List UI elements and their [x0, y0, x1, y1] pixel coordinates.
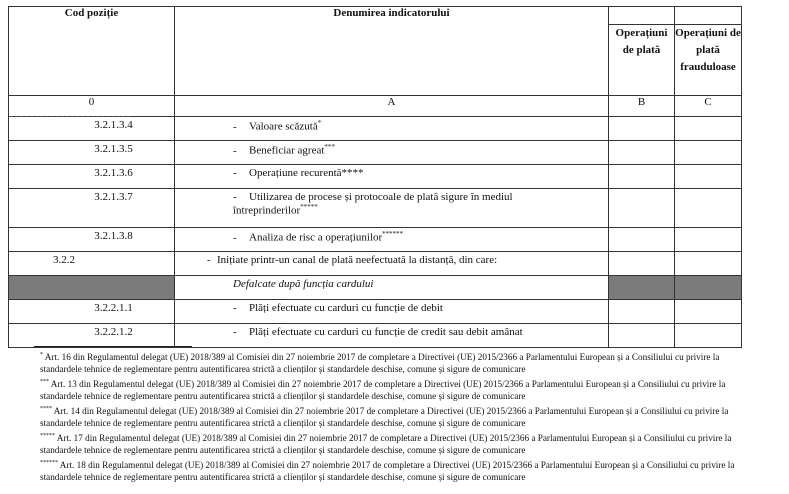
row-code: 3.2.2.1.1 — [9, 300, 175, 324]
letter-a: A — [175, 96, 609, 117]
row-dash: - — [233, 302, 237, 314]
row-label — [175, 300, 609, 324]
footnote — [40, 349, 760, 376]
cell-b[interactable] — [609, 252, 675, 276]
header-fraud-ops — [675, 25, 742, 96]
row-dash: - — [233, 144, 237, 157]
header-fraud-ops-text: Operațiuni de plată frauduloase — [675, 27, 741, 73]
cell-b[interactable] — [609, 300, 675, 324]
cell-c[interactable] — [675, 165, 742, 189]
footnote — [40, 457, 760, 484]
footnote-mark: * — [40, 352, 43, 358]
column-letters-row — [9, 96, 742, 117]
row-dash: - — [233, 120, 237, 133]
header-payment-ops-text: Operațiuni de plată — [615, 27, 668, 56]
row-code: 3.2.2 — [9, 252, 175, 276]
cell-b-shaded — [609, 276, 675, 300]
footnote-text: Art. 16 din Regulamentul delegat (UE) 2018/389 al Comisiei din 27 noiembrie 2017 de completare a Directivei (UE) 2015/2366 a Parlamentului European și a Consiliului cu privire la standardele tehnice de reglementare pentru autentificarea strictă a clienților și standardele deschise, comune și sigure de comunicare — [40, 352, 720, 375]
row-code: 3.2.1.3.7 — [9, 189, 175, 228]
footnote-separator — [34, 346, 192, 347]
row-label — [175, 165, 609, 189]
row-dash: - — [233, 231, 237, 244]
letter-b: B — [609, 96, 675, 117]
cell-c[interactable] — [675, 300, 742, 324]
cell-c[interactable] — [675, 252, 742, 276]
footnote — [40, 430, 760, 457]
footnote-text: Art. 18 din Regulamentul delegat (UE) 2018/389 al Comisiei din 27 noiembrie 2017 de completare a Directivei (UE) 2015/2366 a Parlamentului European și a Consiliului cu privire la standardele tehnice de reglementare pentru autentificarea strictă a clienților și standardele deschise, comune și sigure de comunicare — [40, 459, 735, 482]
indicator-table — [8, 6, 742, 348]
footnote-text: Art. 14 din Regulamentul delegat (UE) 2018/389 al Comisiei din 27 noiembrie 2017 de completare a Directivei (UE) 2015/2366 a Parlamentului European și a Consiliului cu privire la standardele tehnice de reglementare pentru autentificarea strictă a clienților și standardele deschise, comune și sigure de comunicare — [40, 405, 729, 429]
row-label-text: Plăți efectuate cu carduri cu funcție de credit sau debit amânat — [249, 326, 523, 338]
row-code: 3.2.1.3.5 — [9, 141, 175, 165]
table-row — [9, 165, 742, 189]
table-row — [9, 252, 742, 276]
row-dash: - — [233, 167, 237, 179]
header-top-row — [9, 7, 742, 25]
row-footnote-mark: * — [317, 119, 322, 127]
cell-b[interactable] — [609, 165, 675, 189]
footnote-mark: ***** — [40, 432, 55, 439]
row-label-text: Analiza de risc a operațiunilor — [249, 231, 383, 244]
cell-b[interactable] — [609, 117, 675, 141]
footnote-mark: ****** — [40, 459, 58, 466]
footnote-mark: **** — [40, 405, 52, 412]
row-code: 3.2.2.1.2 — [9, 324, 175, 348]
row-dash: - — [233, 191, 237, 203]
header-blank-c — [675, 7, 742, 25]
header-name-text: Denumirea indicatorului — [333, 7, 450, 19]
row-label: Defalcate după funcția cardului — [175, 276, 609, 300]
header-code-text: Cod poziție — [64, 7, 119, 19]
footnote — [40, 403, 760, 430]
cell-c[interactable] — [675, 117, 742, 141]
table-row-shaded — [9, 276, 742, 300]
header-blank-b — [609, 7, 675, 25]
row-code: 3.2.1.3.6 — [9, 165, 175, 189]
cell-c[interactable] — [675, 228, 742, 252]
row-label — [175, 141, 609, 165]
header-name — [175, 7, 609, 96]
table-row — [9, 228, 742, 252]
header-payment-ops — [609, 25, 675, 96]
cell-c[interactable] — [675, 189, 742, 228]
row-label-text: Inițiate printr-un canal de plată neefectuată la distanță, din care: — [217, 254, 498, 266]
footnote-text: Art. 17 din Regulamentul delegat (UE) 2018/389 al Comisiei din 27 noiembrie 2017 de completare a Directivei (UE) 2015/2366 a Parlamentului European și a Consiliului cu privire la standardele tehnice de reglementare pentru autentificarea strictă a clienților și standardele deschise, comune și sigure de comunicare — [40, 432, 732, 456]
cell-b[interactable] — [609, 189, 675, 228]
row-label — [175, 189, 609, 228]
row-label — [175, 252, 609, 276]
row-label — [175, 228, 609, 252]
cell-b[interactable] — [609, 141, 675, 165]
cell-b[interactable] — [609, 228, 675, 252]
letter-c: C — [675, 96, 742, 117]
table-row — [9, 117, 742, 141]
row-dash: - — [207, 254, 211, 266]
table-row — [9, 141, 742, 165]
row-label-text: Valoare scăzută — [249, 120, 318, 133]
cell-c[interactable] — [675, 324, 742, 348]
row-dash: - — [233, 326, 237, 338]
dotted-line — [10, 116, 130, 117]
row-footnote-mark: *** — [324, 143, 335, 151]
cell-c[interactable] — [675, 141, 742, 165]
row-footnote-mark: ***** — [300, 203, 318, 211]
row-label — [175, 117, 609, 141]
row-code: 3.2.1.3.4 — [9, 117, 175, 141]
row-label-text: Plăți efectuate cu carduri cu funcție de debit — [249, 302, 443, 314]
table-row — [9, 324, 742, 348]
cell-b[interactable] — [609, 324, 675, 348]
header-code — [9, 7, 175, 96]
row-code: 3.2.1.3.8 — [9, 228, 175, 252]
footnotes — [40, 349, 760, 483]
row-label-text: Utilizarea de procese și protocoale de plată sigure în mediul întreprinderilor — [233, 191, 513, 217]
row-label-text: Operațiune recurentă**** — [249, 167, 364, 179]
row-code-shaded — [9, 276, 175, 300]
table-row — [9, 300, 742, 324]
row-footnote-mark: ****** — [382, 230, 404, 238]
row-label-text: Beneficiar agreat — [249, 144, 325, 157]
table-row — [9, 189, 742, 228]
footnote-mark: *** — [40, 378, 49, 385]
footnote-text: Art. 13 din Regulamentul delegat (UE) 2018/389 al Comisiei din 27 noiembrie 2017 de completare a Directivei (UE) 2015/2366 a Parlamentului European și a Consiliului cu privire la standardele tehnice de reglementare pentru autentificarea strictă a clienților și standardele deschise, comune și sigure de comunicare — [40, 378, 726, 402]
cell-c-shaded — [675, 276, 742, 300]
letter-0: 0 — [9, 96, 175, 117]
row-label — [175, 324, 609, 348]
footnote — [40, 376, 760, 403]
